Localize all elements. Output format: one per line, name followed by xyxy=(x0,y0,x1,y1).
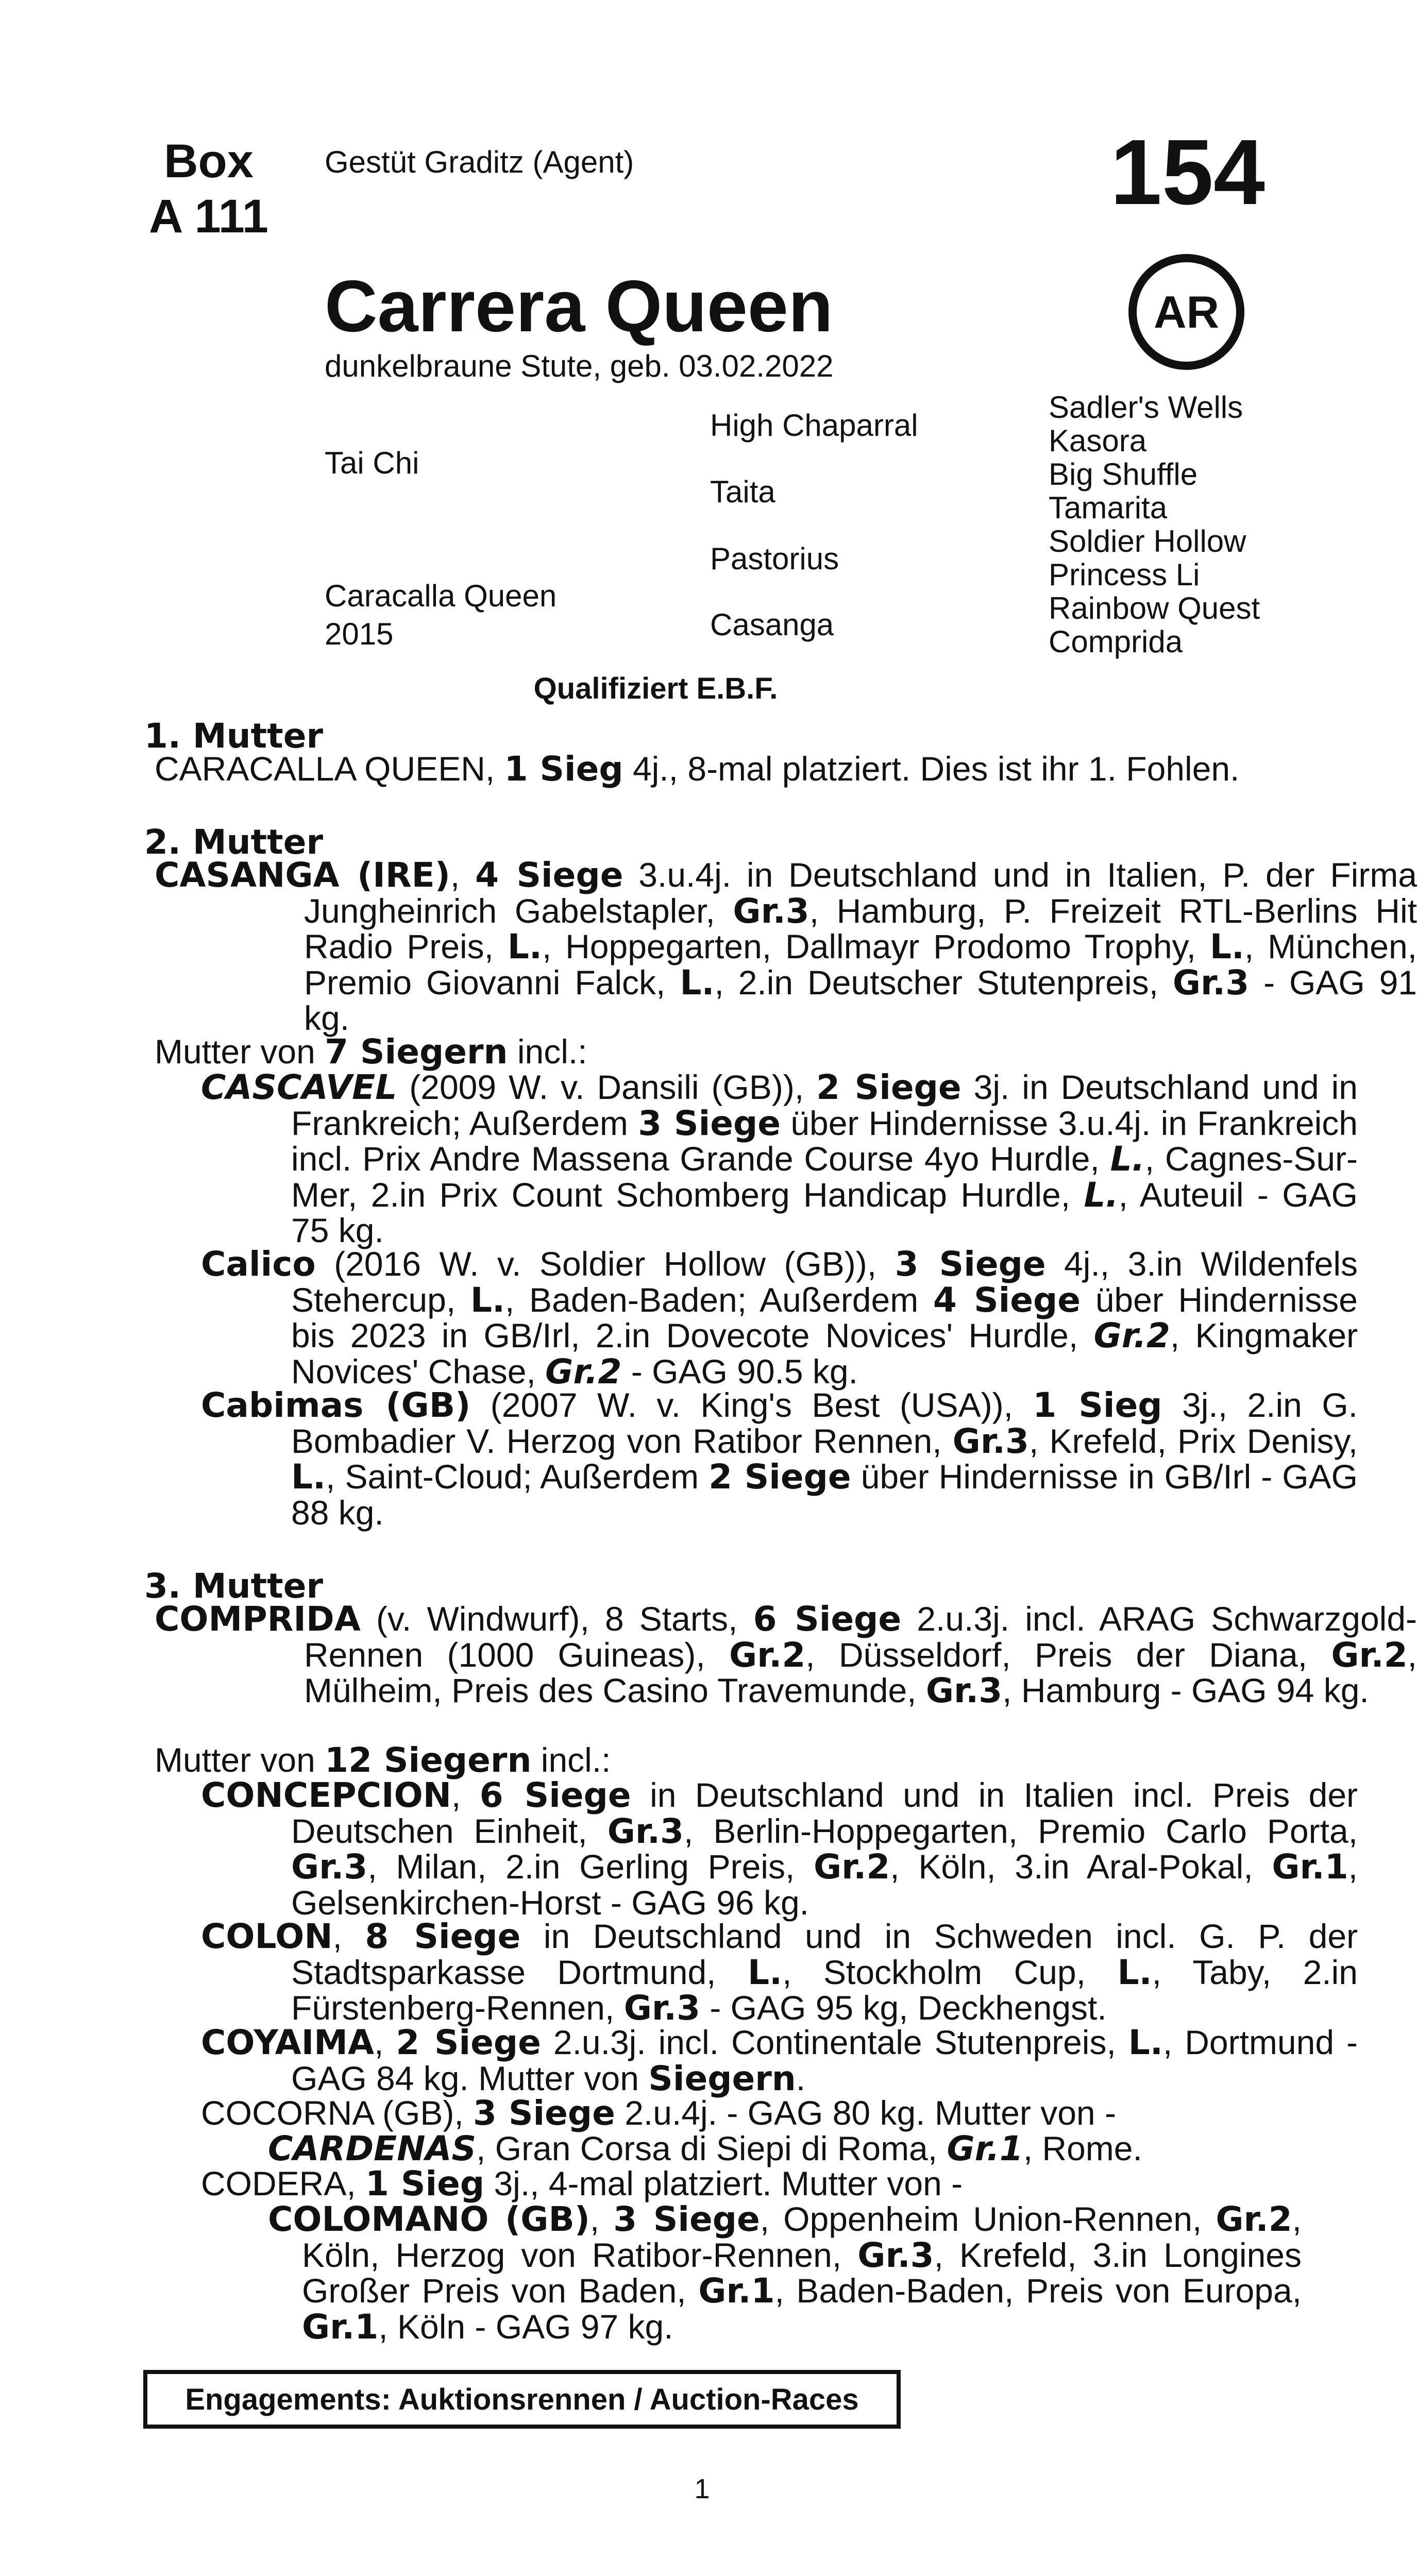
pedigree-gen3-8: Comprida xyxy=(1049,624,1183,659)
pedigree-gen3-4: Tamarita xyxy=(1049,490,1168,525)
cocorna-entry: COCORNA (GB), 3 Siege 2.u.4j. - GAG 80 kg. Mutter von - xyxy=(201,2093,1116,2133)
horse-name: Carrera Queen xyxy=(325,265,833,347)
engagements-box xyxy=(143,2370,901,2429)
mutter1-text: CARACALLA QUEEN, 1 Sieg 4j., 8-mal platziert. Dies ist ihr 1. Fohlen. xyxy=(155,749,1240,789)
casanga-entry: CASANGA (IRE), 4 Siege 3.u.4j. in Deutschland und in Italien, P. der Firma Jungheinrich Gabelstapler, Gr.3, Hamburg, P. Freizeit RTL-Berlins Hit Radio Preis, L., Hoppegarten, Dallmayr Prodomo Trophy, L., München, Premio Giovanni Falck, L., 2.in Deutscher Stutenpreis, Gr.3 - GAG 91 kg. xyxy=(155,855,1417,1037)
calico-entry: Calico (2016 W. v. Soldier Hollow (GB)), 3 Siege 4j., 3.in Wildenfels Stehercup, L., Baden-Baden; Außerdem 4 Siege über Hindernisse bis 2023 in GB/Irl, 2.in Dovecote Novices' Hurdle, Gr.2, Kingmaker Novices' Chase, Gr.2 - GAG 90.5 kg. xyxy=(201,1244,1358,1392)
pedigree-dam: Caracalla Queen xyxy=(325,579,557,613)
casanga-offspring-intro: Mutter von 7 Siegern incl.: xyxy=(155,1032,587,1072)
mutter2-heading: 2. Mutter xyxy=(144,822,324,862)
ar-badge-icon xyxy=(1128,254,1244,370)
pedigree-dam-sire: Pastorius xyxy=(710,541,839,576)
cascavel-entry: CASCAVEL (2009 W. v. Dansili (GB)), 2 Siege 3j. in Deutschland und in Frankreich; Außerdem 3 Siege über Hindernisse 3.u.4j. in Frankreich incl. Prix Andre Massena Grande Course 4yo Hurdle, L., Cagnes-Sur-Mer, 2.in Prix Count Schomberg Handicap Hurdle, L., Auteuil - GAG 75 kg. xyxy=(201,1067,1358,1249)
comprida-entry: COMPRIDA (v. Windwurf), 8 Starts, 6 Siege 2.u.3j. incl. ARAG Schwarzgold-Rennen (1000 Guineas), Gr.2, Düsseldorf, Preis der Diana, Gr.2, Mülheim, Preis des Casino Travemunde, Gr.3, Hamburg - GAG 94 kg. xyxy=(155,1599,1417,1710)
comprida-offspring-intro: Mutter von 12 Siegern incl.: xyxy=(155,1740,611,1780)
engagements-label: Engagements: Auktionsrennen / Auction-Races xyxy=(185,2382,859,2416)
pedigree-sire-sire: High Chaparral xyxy=(710,408,918,443)
box-number: A 111 xyxy=(149,190,268,243)
lot-number: 154 xyxy=(1110,121,1265,224)
pedigree-gen3-6: Princess Li xyxy=(1049,557,1200,592)
concepcion-entry: CONCEPCION, 6 Siege in Deutschland und in Italien incl. Preis der Deutschen Einheit, Gr.3, Berlin-Hoppegarten, Premio Carlo Porta, Gr.3, Milan, 2.in Gerling Preis, Gr.2, Köln, 3.in Aral-Pokal, Gr.1, Gelsenkirchen-Horst - GAG 96 kg. xyxy=(201,1775,1358,1922)
horse-description: dunkelbraune Stute, geb. 03.02.2022 xyxy=(325,349,834,383)
pedigree-gen3-3: Big Shuffle xyxy=(1049,457,1198,492)
pedigree-sire-dam: Taita xyxy=(710,474,775,509)
consignor: Gestüt Graditz (Agent) xyxy=(325,145,634,179)
pedigree-gen3-1: Sadler's Wells xyxy=(1049,390,1243,425)
cabimas-entry: Cabimas (GB) (2007 W. v. King's Best (USA)), 1 Sieg 3j., 2.in G. Bombadier V. Herzog von Ratibor Rennen, Gr.3, Krefeld, Prix Denisy, L., Saint-Cloud; Außerdem 2 Siege über Hindernisse in GB/Irl - GAG 88 kg. xyxy=(201,1385,1358,1532)
page-number: 1 xyxy=(694,2473,710,2504)
colon-entry: COLON, 8 Siege in Deutschland und in Schweden incl. G. P. der Stadtsparkasse Dortmund, L., Stockholm Cup, L., Taby, 2.in Fürstenberg-Rennen, Gr.3 - GAG 95 kg, Deckhengst. xyxy=(201,1917,1358,2028)
codera-entry: CODERA, 1 Sieg 3j., 4-mal platziert. Mutter von - xyxy=(201,2164,963,2204)
pedigree-dam-year: 2015 xyxy=(325,617,394,651)
pedigree-sire: Tai Chi xyxy=(325,446,419,480)
qualification: Qualifiziert E.B.F. xyxy=(533,672,778,705)
mutter3-heading: 3. Mutter xyxy=(144,1566,324,1606)
pedigree-gen3-7: Rainbow Quest xyxy=(1049,591,1260,625)
pedigree-dam-dam: Casanga xyxy=(710,607,834,642)
mutter1-heading: 1. Mutter xyxy=(144,716,324,756)
pedigree-gen3-5: Soldier Hollow xyxy=(1049,524,1246,558)
coyaima-entry: COYAIMA, 2 Siege 2.u.3j. incl. Continentale Stutenpreis, L., Dortmund - GAG 84 kg. Mutter von Siegern. xyxy=(201,2023,1358,2098)
box-label: Box xyxy=(164,135,254,188)
ar-badge-label: AR xyxy=(1153,286,1220,337)
colomano-entry: COLOMANO (GB), 3 Siege, Oppenheim Union-Rennen, Gr.2, Köln, Herzog von Ratibor-Rennen, Gr.3, Krefeld, 3.in Longines Großer Preis von Baden, Gr.1, Baden-Baden, Preis von Europa, Gr.1, Köln - GAG 97 kg. xyxy=(268,2199,1302,2347)
cardenas-entry: CARDENAS, Gran Corsa di Siepi di Roma, Gr.1, Rome. xyxy=(268,2129,1142,2168)
pedigree-gen3-2: Kasora xyxy=(1049,423,1147,458)
